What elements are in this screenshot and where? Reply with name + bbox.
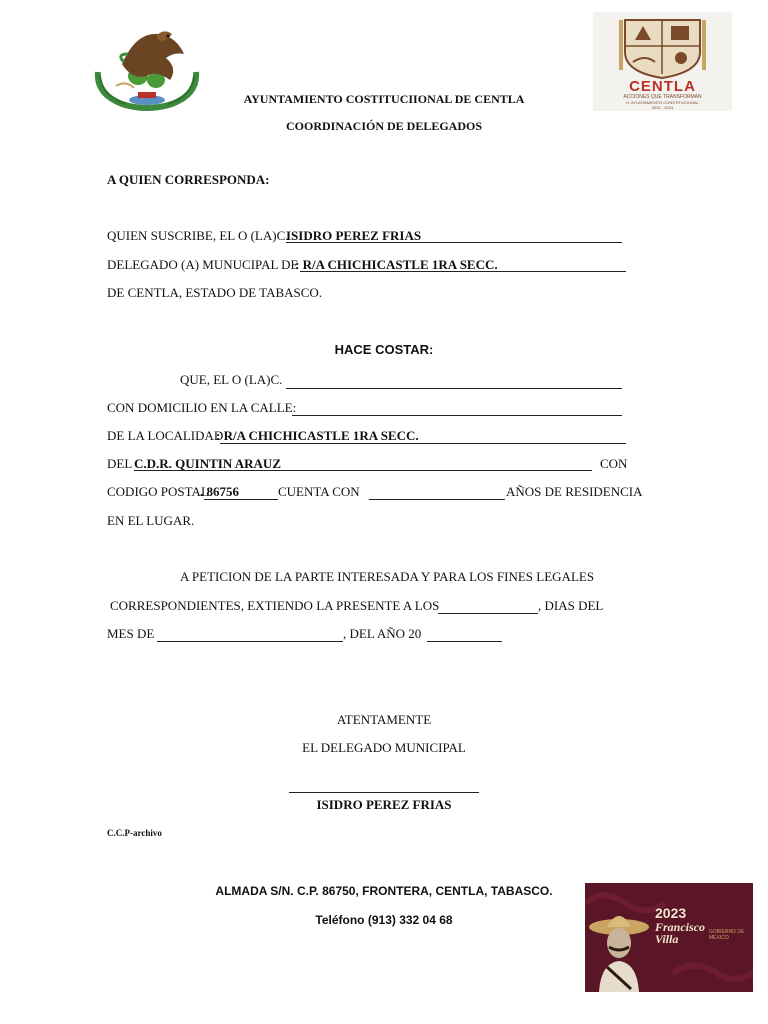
signer-name-underline xyxy=(286,242,622,243)
ccp-archivo: C.C.P-archivo xyxy=(107,828,162,838)
centla-logo-tagline: ACCIONES QUE TRANSFORMAN xyxy=(623,94,702,100)
francisco-villa-banner xyxy=(585,883,753,992)
peticion-line-2-prefix: CORRESPONDIENTES, EXTIENDO LA PRESENTE A LOS xyxy=(110,598,440,613)
mes-label: MES DE xyxy=(107,626,155,641)
signature-line xyxy=(289,792,479,793)
cdr-value: C.D.R. QUINTIN ARAUZ xyxy=(134,456,281,471)
localidad-line-prefix: DE LA LOCALIDAD xyxy=(107,428,224,443)
peticion-line-2-suffix: , DIAS DEL xyxy=(538,598,604,613)
delegado-locality-underline xyxy=(300,271,626,272)
closing-text: ATENTAMENTE xyxy=(336,712,432,727)
delegado-locality: : R/A CHICHICASTLE 1RA SECC. xyxy=(295,257,498,272)
anos-blank xyxy=(369,499,505,500)
cdr-underline xyxy=(134,470,592,471)
delegado-line-prefix: DELEGADO (A) MUNUCIPAL DE xyxy=(107,257,299,272)
signer-role: EL DELEGADO MUNICIPAL xyxy=(302,740,466,755)
banner-year: 2023 xyxy=(655,905,687,921)
hace-constar-heading: HACE COSTAR: xyxy=(334,342,434,357)
codigo-postal-underline xyxy=(204,499,278,500)
localidad-value: : R/A CHICHICASTLE 1RA SECC. xyxy=(216,428,419,443)
centla-logo xyxy=(593,12,732,111)
que-line-prefix: QUE, EL O (LA)C. xyxy=(180,372,283,387)
anos-residencia-label: AÑOS DE RESIDENCIA xyxy=(506,484,643,499)
que-name-blank xyxy=(286,388,622,389)
footer-phone: Teléfono (913) 332 04 68 xyxy=(315,913,453,927)
codigo-postal-value: . 86756 xyxy=(200,484,239,499)
signer-line-prefix: QUIEN SUSCRIBE, EL O (LA)C. xyxy=(107,228,289,243)
banner-gov: GOBIERNO DE MÉXICO xyxy=(709,929,745,941)
centla-logo-brand: CENTLA xyxy=(629,78,696,95)
ano-blank xyxy=(427,641,502,642)
en-el-lugar: EN EL LUGAR. xyxy=(107,513,195,528)
codigo-postal-label: CODIGO POSTAL xyxy=(107,484,209,499)
signer-name: ISIDRO PEREZ FRIAS xyxy=(286,228,422,243)
centla-logo-sub: H. AYUNTAMIENTO CONSTITUCIONAL xyxy=(626,100,699,105)
ano-label: , DEL AÑO 20 xyxy=(343,626,422,641)
salutation: A QUIEN CORRESPONDA: xyxy=(107,172,270,187)
state-line: DE CENTLA, ESTADO DE TABASCO. xyxy=(107,285,323,300)
mes-blank xyxy=(157,641,343,642)
banner-name: Francisco Villa xyxy=(655,920,706,946)
domicilio-line-prefix: CON DOMICILIO EN LA CALLE: xyxy=(107,400,297,415)
signer-printed-name: ISIDRO PEREZ FRIAS xyxy=(316,797,452,812)
dias-blank xyxy=(438,613,538,614)
localidad-underline xyxy=(220,443,626,444)
footer-address: ALMADA S/N. C.P. 86750, FRONTERA, CENTLA, TABASCO. xyxy=(215,884,553,898)
document-subtitle: COORDINACIÓN DE DELEGADOS xyxy=(285,119,483,133)
peticion-line-1: A PETICION DE LA PARTE INTERESADA Y PARA LOS FINES LEGALES xyxy=(180,569,595,584)
centla-logo-years: 2021 - 2024 xyxy=(651,105,674,110)
cdr-line-suffix: CON xyxy=(600,456,628,471)
domicilio-blank xyxy=(292,415,622,416)
cdr-line-prefix: DEL xyxy=(107,456,133,471)
cuenta-con-label: CUENTA CON xyxy=(278,484,360,499)
document-title: AYUNTAMIENTO COSTITUCIIONAL DE CENTLA xyxy=(243,92,525,106)
